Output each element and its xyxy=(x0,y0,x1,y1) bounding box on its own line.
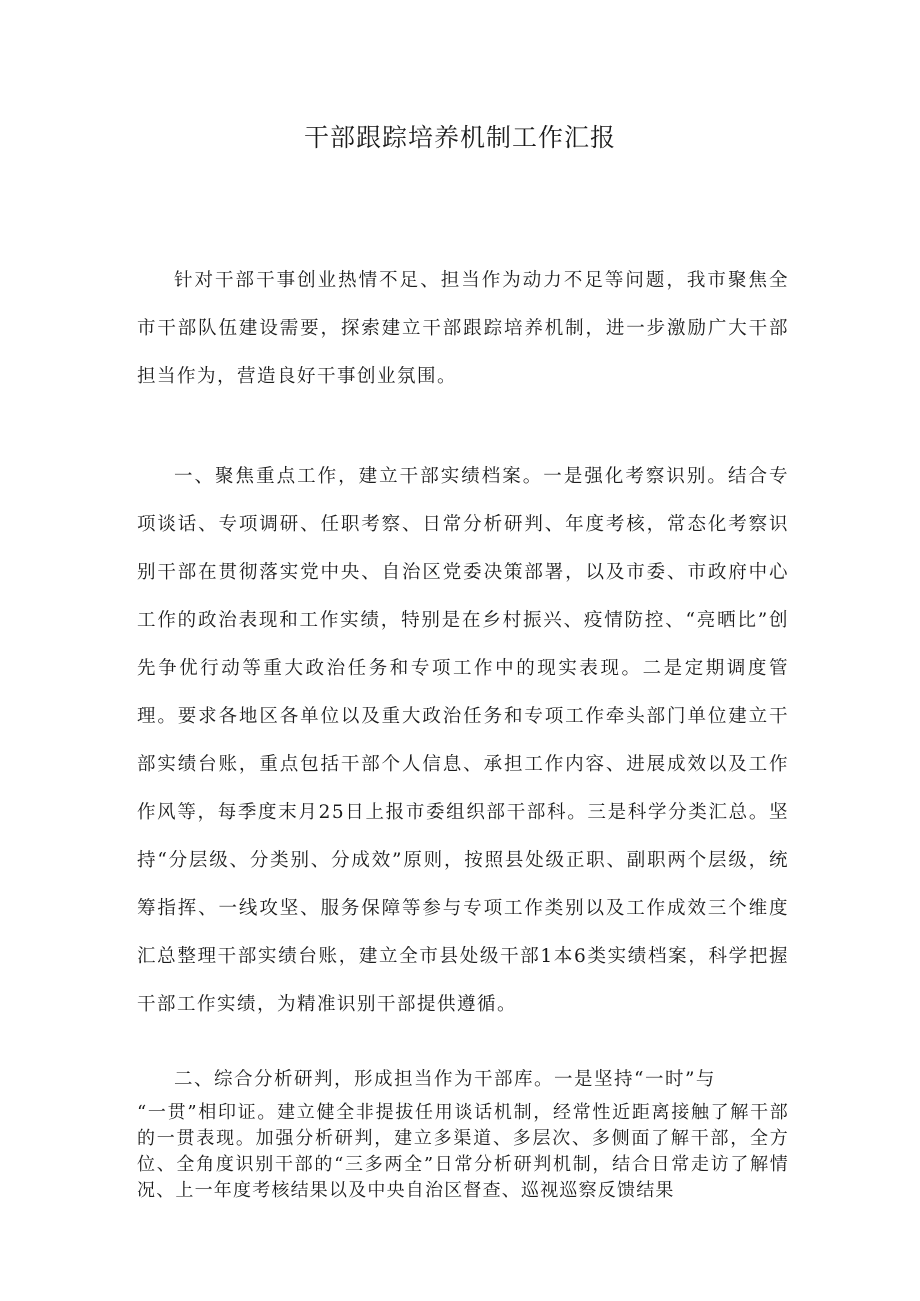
paragraph-section-one: 一、聚焦重点工作，建立干部实绩档案。一是强化考察识别。结合专项谈话、专项调研、任职考察、日常分析研判、年度考核，常态化考察识别干部在贯彻落实党中央、自治区党委决策部署，以及市委、市政府中心工作的政治表现和工作实绩，特别是在乡村振兴、疫情防控、“亮晒比”创先争优行动等重大政治任务和专项工作中的现实表现。二是定期调度管理。要求各地区各单位以及重大政治任务和专项工作牵头部门单位建立干部实绩台账，重点包括干部个人信息、承担工作内容、进展成效以及工作作风等，每季度末月25日上报市委组织部干部科。三是科学分类汇总。坚持“分层级、分类别、分成效”原则，按照县处级正职、副职两个层级，统筹指挥、一线攻坚、服务保障等参与专项工作类别以及工作成效三个维度汇总整理干部实绩台账，建立全市县处级干部1本6类实绩档案，科学把握干部工作实绩，为精准识别干部提供遵循。 xyxy=(137,466,789,1015)
paragraph-intro: 针对干部干事创业热情不足、担当作为动力不足等问题，我市聚焦全市干部队伍建设需要，探索建立干部跟踪培养机制，进一步激励广大干部担当作为，营造良好干事创业氛围。 xyxy=(137,270,789,387)
document-title: 干部跟踪培养机制工作汇报 xyxy=(303,123,616,152)
paragraph-section-two-heading: 二、综合分析研判，形成担当作为干部库。一是坚持“一时”与 xyxy=(174,1069,716,1090)
paragraph-section-two-body: “一贯”相印证。建立健全非提拔任用谈话机制，经常性近距离接触了解干部的一贯表现。加强分析研判，建立多渠道、多层次、多侧面了解干部，全方位、全角度识别干部的“三多两全”日常分析研判机制，结合日常走访了解情况、上一年度考核结果以及中央自治区督查、巡视巡察反馈结果 xyxy=(137,1102,789,1201)
